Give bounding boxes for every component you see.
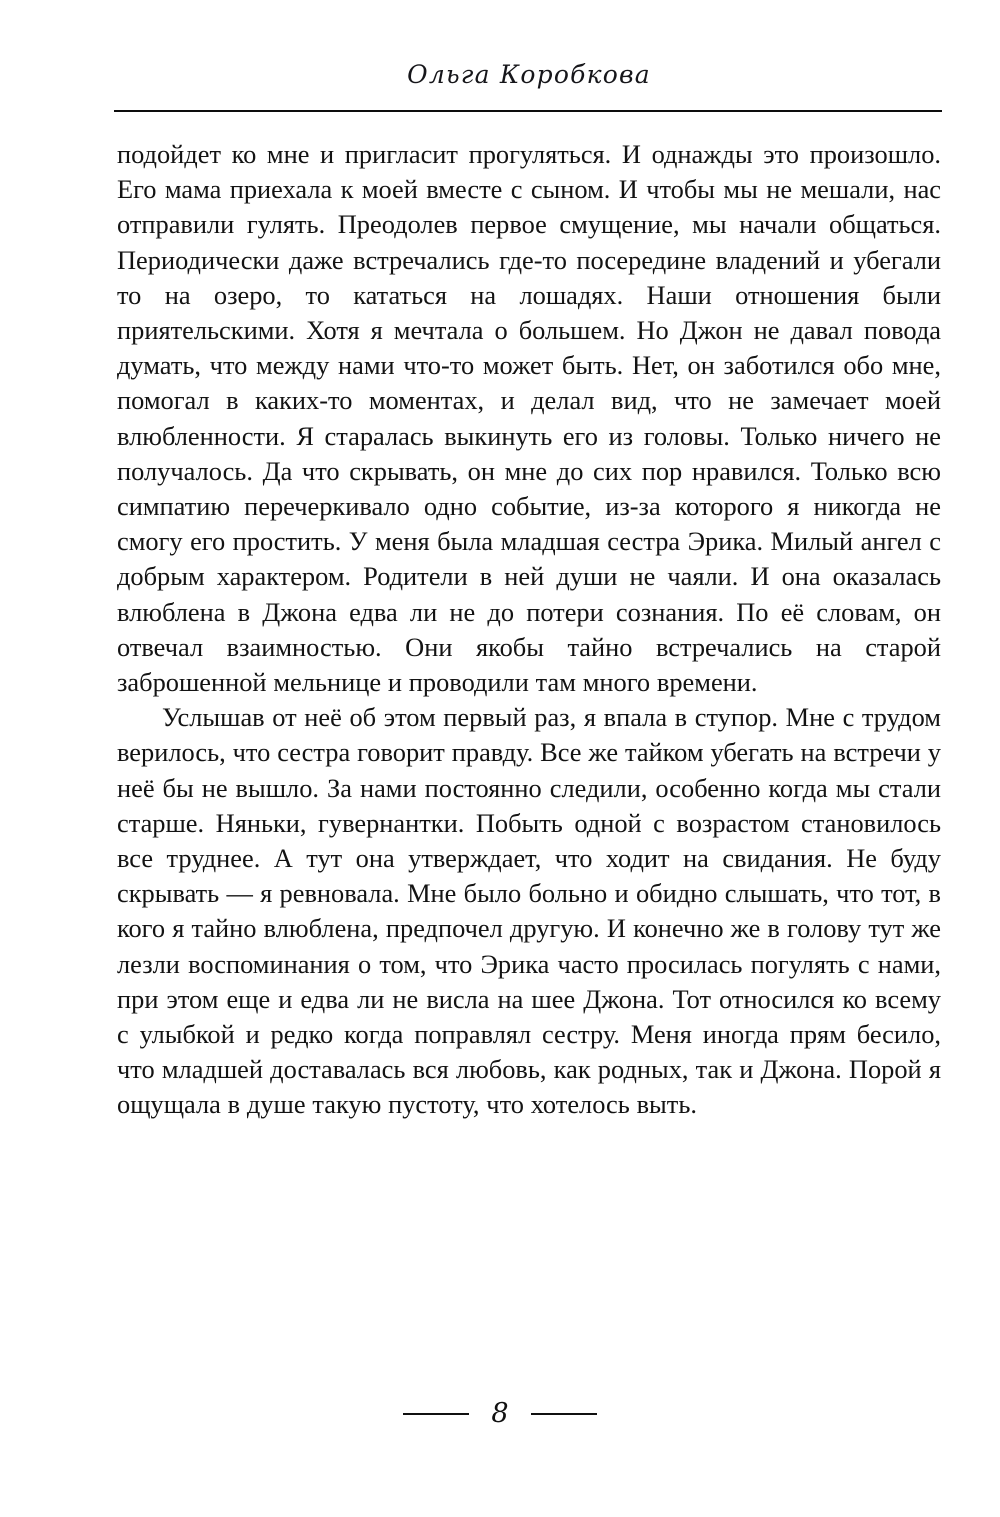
page-number: 8 — [491, 1398, 509, 1429]
running-head-author: Ольга Коробкова — [407, 60, 651, 89]
running-head — [118, 60, 940, 89]
page-footer — [0, 1398, 1000, 1429]
body-text-block — [117, 137, 941, 1123]
paragraph-1: подойдет ко мне и пригласит прогуляться. И однажды это произошло. Его мама приехала к моей вместе с сыном. И чтобы мы не мешали, нас отправили гулять. Преодолев первое смущение, мы начали общаться. Периодически даже встречались где-то посередине владений и убегали то на озеро, то кататься на лошадях. Наши отношения были приятельскими. Хотя я мечтала о большем. Но Джон не давал повода думать, что между нами что-то может быть. Нет, он заботился обо мне, помогал в каких-то моментах, и делал вид, что не замечает моей влюбленности. Я старалась выкинуть его из головы. Только ничего не получалось. Да что скрывать, он мне до сих пор нравился. Только всю симпатию перечеркивало одно событие, из-за которого я никогда не смогу его простить. У меня была младшая сестра Эрика. Милый ангел с добрым характером. Родители в ней души не чаяли. И она оказалась влюблена в Джона едва ли не до потери сознания. По её словам, он отвечал взаимностью. Они якобы тайно встречались на старой заброшенной мельнице и проводили там много времени. — [117, 139, 941, 698]
folio-rule-right — [531, 1413, 597, 1415]
folio-rule-left — [403, 1413, 469, 1415]
header-divider-rule — [114, 110, 942, 112]
paragraph-2: Услышав от неё об этом первый раз, я впала в ступор. Мне с трудом верилось, что сестра говорит правду. Все же тайком убегать на встречи у неё бы не вышло. За нами постоянно следили, особенно когда мы стали старше. Няньки, гувернантки. Побыть одной с возрастом становилось все труднее. А тут она утверждает, что ходит на свидания. Не буду скрывать — я ревновала. Мне было больно и обидно слышать, что тот, в кого я тайно влюблена, предпочел другую. И конечно же в голову тут же лезли воспоминания о том, что Эрика часто просилась погулять с нами, при этом еще и едва ли не висла на шее Джона. Тот относился ко всему с улыбкой и редко когда поправлял сестру. Меня иногда прям бесило, что младшей доставалась вся любовь, как родных, так и Джона. Порой я ощущала в душе такую пустоту, что хотелось выть. — [117, 702, 941, 1120]
